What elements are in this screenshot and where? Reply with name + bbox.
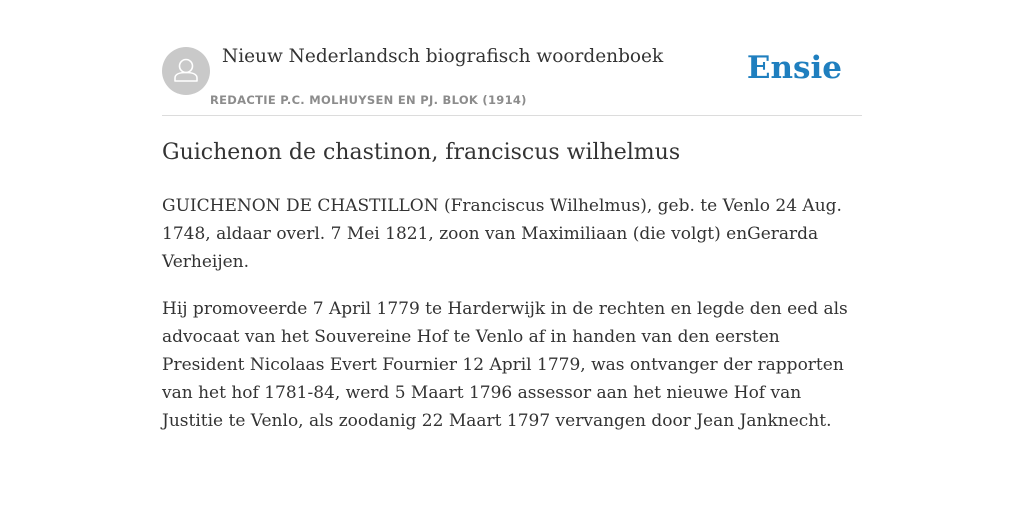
entry-body bbox=[162, 192, 862, 454]
entry-title: Guichenon de chastinon, franciscus wilhelmus bbox=[162, 140, 681, 165]
source-header bbox=[162, 42, 862, 116]
book-title[interactable]: Nieuw Nederlandsch biografisch woordenboek bbox=[222, 46, 664, 67]
editors-line: REDACTIE P.C. MOLHUYSEN EN PJ. BLOK (1914) bbox=[210, 93, 527, 107]
user-icon[interactable] bbox=[162, 47, 210, 95]
entry-paragraph: GUICHENON DE CHASTILLON (Franciscus Wilhelmus), geb. te Venlo 24 Aug. 1748, aldaar overl. 7 Mei 1821, zoon van Maximiliaan (die volgt) enGerarda Verheijen. bbox=[162, 196, 842, 272]
brand-logo[interactable]: Ensie bbox=[746, 50, 842, 86]
entry-paragraph: Hij promoveerde 7 April 1779 te Harderwijk in de rechten en legde den eed als advocaat van het Souvereine Hof te Venlo af in handen van den eersten President Nicolaas Evert Fournier 12 April 1779, was ontvanger der rapporten van het hof 1781-84, werd 5 Maart 1796 assessor aan het nieuwe Hof van Justitie te Venlo, als zoodanig 22 Maart 1797 vervangen door Jean Janknecht. bbox=[162, 299, 848, 431]
